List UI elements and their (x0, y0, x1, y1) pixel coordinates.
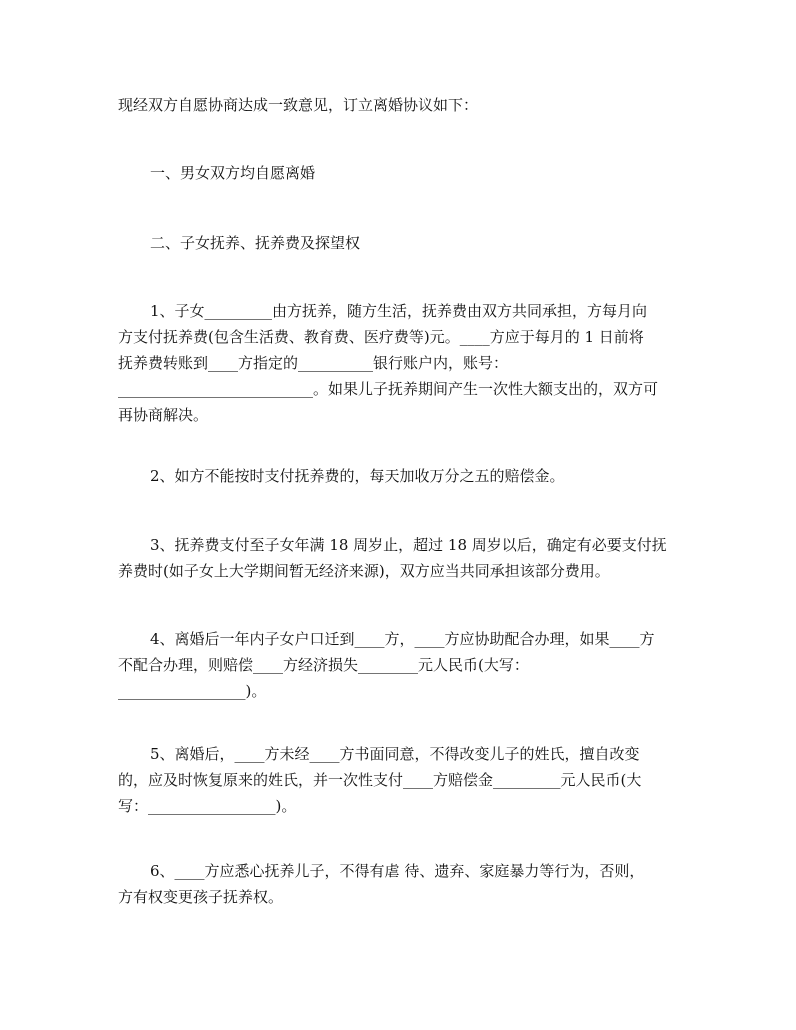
intro-line: 现经双方自愿协商达成一致意见，订立离婚协议如下： (118, 96, 479, 114)
clause-line: 1、子女_________由方抚养，随方生活，抚养费由双方共同承担，方每月向 (150, 302, 648, 320)
clause-4 (118, 626, 678, 704)
section-heading-text: 二、子女抚养、抚养费及探望权 (150, 234, 361, 252)
clause-line: 不配合办理，则赔偿____方经济损失________元人民币(大写： (118, 656, 529, 674)
section-heading-text: 一、男女双方均自愿离婚 (150, 164, 316, 182)
clause-line: 方支付抚养费(包含生活费、教育费、医疗费等)元。____方应于每月的 1 日前将 (118, 328, 644, 346)
clause-5 (118, 741, 678, 819)
clause-line: __________________________。如果儿子抚养期间产生一次性大额支出的，双方可 (118, 380, 659, 398)
clause-line: 再协商解决。 (118, 406, 209, 424)
clause-line: 4、离婚后一年内子女户口迁到____方，____方应协助配合办理，如果____方 (150, 630, 655, 648)
clause-line: 的，应及时恢复原来的姓氏，并一次性支付____方赔偿金_________元人民币(大 (118, 771, 642, 789)
intro-paragraph (118, 92, 678, 118)
clause-6 (118, 858, 678, 910)
clause-line: 5、离婚后，____方未经____方书面同意，不得改变儿子的姓氏，擅自改变 (150, 745, 640, 763)
clause-line: 3、抚养费支付至子女年满 18 周岁止，超过 18 周岁以后，确定有必要支付抚 (150, 536, 667, 554)
clause-line: _________________)。 (118, 682, 267, 700)
clause-line: 6、____方应悉心抚养儿子，不得有虐 待、遗弃、家庭暴力等行为，否则， (150, 862, 645, 880)
clause-1 (118, 298, 678, 428)
clause-line: 2、如方不能按时支付抚养费的，每天加收万分之五的赔偿金。 (150, 467, 565, 485)
clause-3 (118, 532, 678, 584)
clause-line: 写：_________________)。 (118, 797, 297, 815)
clause-2 (118, 463, 678, 489)
section-heading-1 (118, 160, 678, 186)
clause-line: 抚养费转账到____方指定的__________银行账户内，账号： (118, 354, 509, 372)
clause-line: 养费时(如子女上大学期间暂无经济来源)，双方应当共同承担该部分费用。 (118, 562, 610, 580)
clause-line: 方有权变更孩子抚养权。 (118, 888, 284, 906)
section-heading-2 (118, 230, 678, 256)
